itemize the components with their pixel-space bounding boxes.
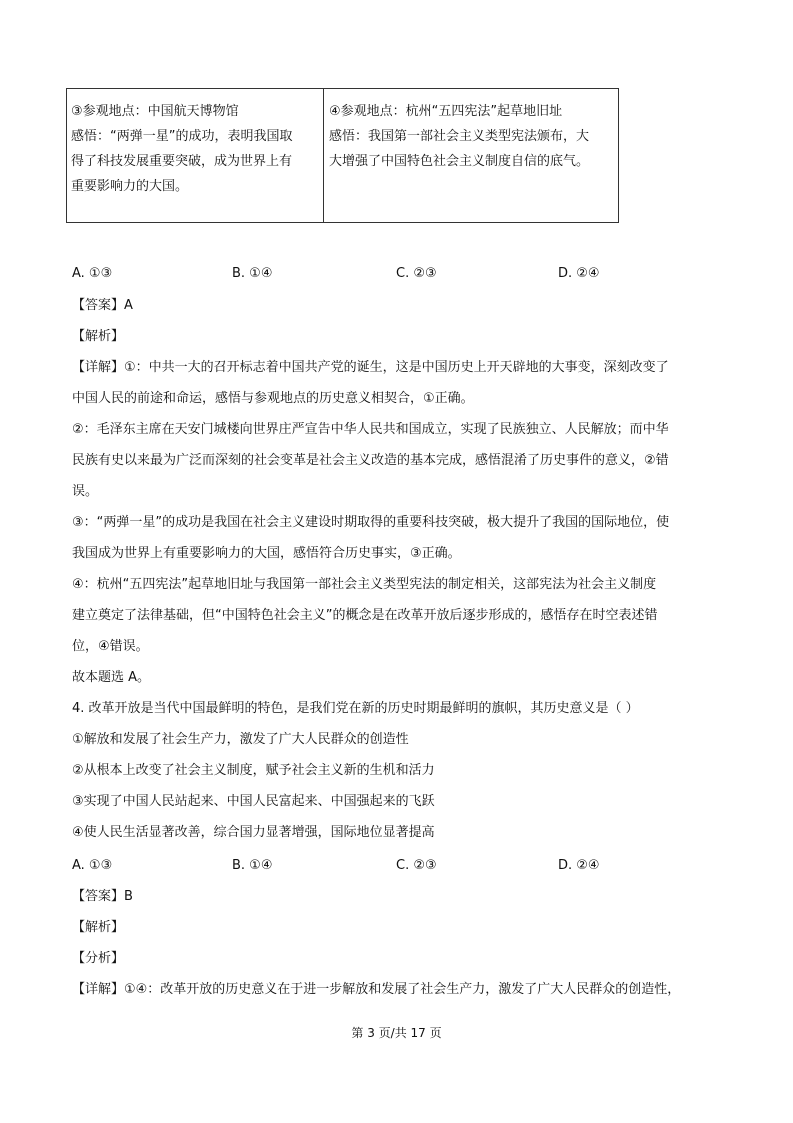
q3-answer: 【答案】A (72, 298, 133, 313)
q4-option-d: D. ②④ (558, 858, 600, 873)
q3-detail-line: 建立奠定了法律基础，但“中国特色社会主义”的概念是在改革开放后逐步形成的，感悟存在时空表述错 (72, 608, 658, 623)
q3-detail-line: 位，④错误。 (72, 639, 149, 654)
q3-detail-line: 【详解】①：中共一大的召开标志着中国共产党的诞生，这是中国历史上开天辟地的大事变，深刻改变了 (72, 360, 669, 375)
q3-detail-line: ③：“两弹一星”的成功是我国在社会主义建设时期取得的重要科技突破，极大提升了我国的国际地位，使 (72, 515, 670, 530)
table-right-line: 大增强了中国特色社会主义制度自信的底气。 (329, 154, 590, 169)
q4-statement: ②从根本上改变了社会主义制度，赋予社会主义新的生机和活力 (72, 763, 435, 778)
table-right-line: ④参观地点：杭州“五四宪法”起草地旧址 (329, 104, 563, 119)
q3-analysis-label: 【解析】 (72, 329, 125, 344)
q3-detail-line: ②：毛泽东主席在天安门城楼向世界庄严宣告中华人民共和国成立，实现了民族独立、人民解放；而中华 (72, 422, 669, 437)
q4-detail-line: 【详解】①④：改革开放的历史意义在于进一步解放和发展了社会生产力，激发了广大人民群众的创造性， (72, 982, 681, 997)
q4-statement: ④使人民生活显著改善，综合国力显著增强，国际地位显著提高 (72, 825, 435, 840)
q4-statement: ③实现了中国人民站起来、中国人民富起来、中国强起来的飞跃 (72, 794, 435, 809)
q3-option-a: A. ①③ (72, 266, 113, 281)
q4-analysis-sub: 【分析】 (72, 951, 125, 966)
q4-analysis-label: 【解析】 (72, 920, 125, 935)
q4-statement: ①解放和发展了社会生产力，激发了广大人民群众的创造性 (72, 732, 409, 747)
reference-table (66, 88, 619, 223)
table-left-line: ③参观地点：中国航天博物馆 (71, 104, 239, 119)
q3-detail-line: 误。 (72, 484, 99, 499)
q3-detail-line: 我国成为世界上有重要影响力的大国，感悟符合历史事实，③正确。 (72, 546, 461, 561)
q3-option-b: B. ①④ (232, 266, 273, 281)
table-left-line: 感悟：“两弹一星”的成功，表明我国取 (71, 129, 293, 144)
q3-conclusion: 故本题选 A。 (72, 670, 151, 685)
table-cell-right (323, 89, 618, 222)
table-right-line: 感悟：我国第一部社会主义类型宪法颁布，大 (329, 129, 590, 144)
q4-answer: 【答案】B (72, 889, 133, 904)
q4-option-a: A. ①③ (72, 858, 113, 873)
page-footer: 第 3 页/共 17 页 (351, 1026, 442, 1040)
table-cell-left (67, 89, 323, 222)
q3-option-d: D. ②④ (558, 266, 600, 281)
q4-option-b: B. ①④ (232, 858, 273, 873)
q3-option-c: C. ②③ (396, 266, 437, 281)
table-left-line: 得了科技发展重要突破，成为世界上有 (71, 154, 293, 169)
q4-stem: 4. 改革开放是当代中国最鲜明的特色，是我们党在新的历史时期最鲜明的旗帜，其历史意义是（ ） (72, 701, 639, 716)
q3-detail-line: 中国人民的前途和命运，感悟与参观地点的历史意义相契合，①正确。 (72, 391, 474, 406)
q3-detail-line: 民族有史以来最为广泛而深刻的社会变革是社会主义改造的基本完成，感悟混淆了历史事件的意义，②错 (72, 453, 669, 468)
q4-option-c: C. ②③ (396, 858, 437, 873)
q3-detail-line: ④：杭州“五四宪法”起草地旧址与我国第一部社会主义类型宪法的制定相关，这部宪法为社会主义制度 (72, 577, 657, 592)
table-left-line: 重要影响力的大国。 (71, 179, 189, 194)
